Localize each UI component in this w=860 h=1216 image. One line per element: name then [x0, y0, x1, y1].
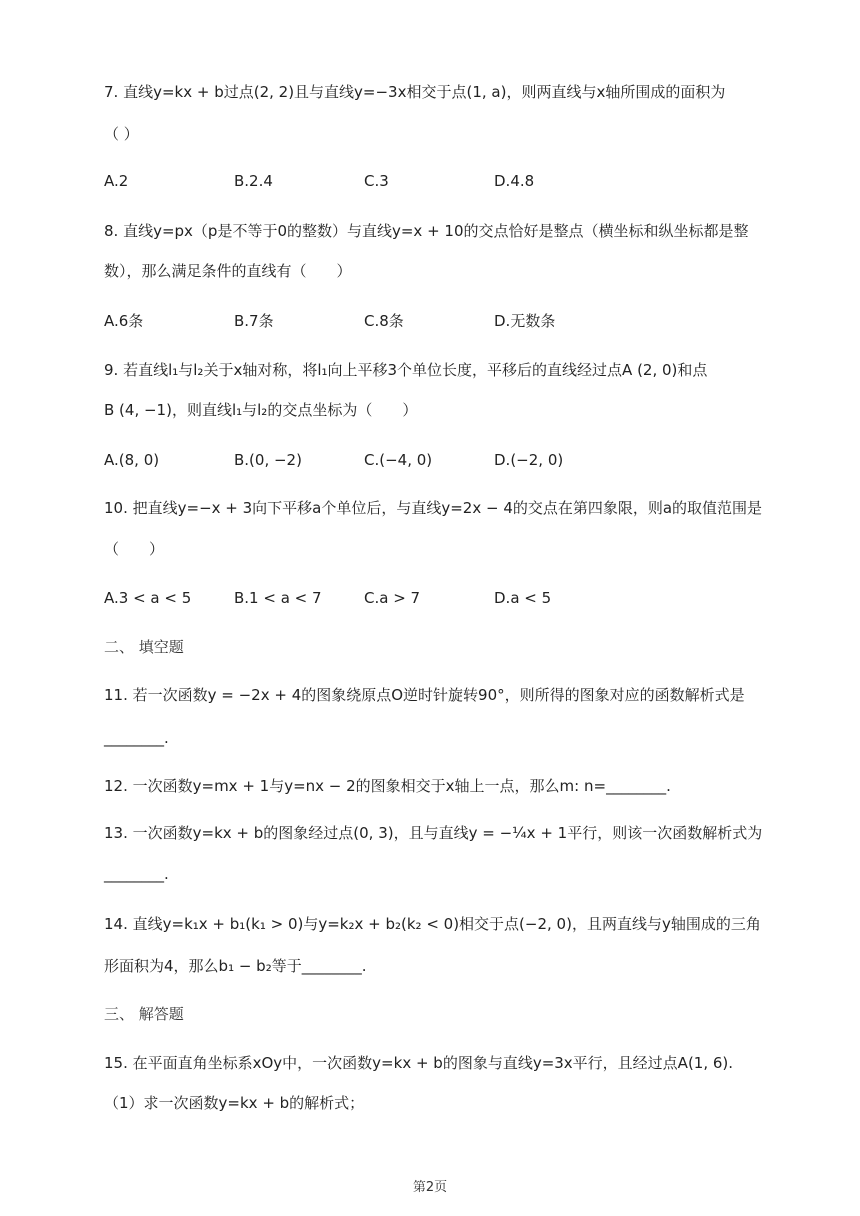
- q8-option-a: A.6条: [104, 312, 144, 330]
- q10-stem-line1: 10. 把直线y=−x + 3向下平移a个单位后，与直线y=2x − 4的交点在第四象限，则a的取值范围是: [104, 499, 763, 517]
- q8-option-b: B.7条: [234, 312, 274, 330]
- q8-stem-line1: 8. 直线y=px（p是不等于0的整数）与直线y=x + 10的交点恰好是整点（横坐标和纵坐标都是整: [104, 222, 749, 240]
- q10-option-c: C.a > 7: [364, 589, 421, 607]
- q10-option-b: B.1 < a < 7: [234, 589, 322, 607]
- q7-option-a: A.2: [104, 172, 129, 190]
- q7-stem-line1: 7. 直线y=kx + b过点(2, 2)且与直线y=−3x相交于点(1, a)，则两直线与x轴所围成的面积为: [104, 83, 726, 101]
- q8-stem-line2: 数），那么满足条件的直线有（ ）: [104, 262, 352, 280]
- q8-option-d: D.无数条: [494, 312, 556, 330]
- q11-stem-line1: 11. 若一次函数y = −2x + 4的图象绕原点O逆时针旋转90°，则所得的图象对应的函数解析式是: [104, 686, 745, 704]
- q9-stem-line2: B (4, −1)，则直线l₁与l₂的交点坐标为（ ）: [104, 401, 418, 419]
- q10-option-d: D.a < 5: [494, 589, 552, 607]
- q10-stem-line2: （ ）: [104, 540, 165, 558]
- q8-option-c: C.8条: [364, 312, 404, 330]
- q14-stem-line2: 形面积为4，那么b₁ − b₂等于________.: [104, 957, 367, 975]
- q15-stem-line2: （1）求一次函数y=kx + b的解析式；: [104, 1094, 365, 1112]
- section-heading-fill-in: 二、 填空题: [104, 638, 184, 656]
- q11-stem-line2: ________.: [104, 729, 169, 747]
- q9-option-b: B.(0, −2): [234, 451, 302, 469]
- q12-stem: 12. 一次函数y=mx + 1与y=nx − 2的图象相交于x轴上一点，那么m: n=________.: [104, 777, 671, 795]
- q7-option-d: D.4.8: [494, 172, 535, 190]
- q7-option-c: C.3: [364, 172, 389, 190]
- page-number: 第2页: [412, 1180, 448, 1195]
- q9-option-d: D.(−2, 0): [494, 451, 564, 469]
- q9-option-c: C.(−4, 0): [364, 451, 433, 469]
- q9-option-a: A.(8, 0): [104, 451, 160, 469]
- q15-stem-line1: 15. 在平面直角坐标系xOy中，一次函数y=kx + b的图象与直线y=3x平行，且经过点A(1, 6).: [104, 1054, 734, 1072]
- q7-stem-line2: （ ）: [104, 125, 139, 143]
- section-heading-solve: 三、 解答题: [104, 1005, 184, 1023]
- q13-stem-line1: 13. 一次函数y=kx + b的图象经过点(0, 3)，且与直线y = −¼x + 1平行，则该一次函数解析式为: [104, 824, 763, 842]
- q10-option-a: A.3 < a < 5: [104, 589, 192, 607]
- q9-stem-line1: 9. 若直线l₁与l₂关于x轴对称，将l₁向上平移3个单位长度，平移后的直线经过点A (2, 0)和点: [104, 361, 708, 379]
- q14-stem-line1: 14. 直线y=k₁x + b₁(k₁ > 0)与y=k₂x + b₂(k₂ < 0)相交于点(−2, 0)，且两直线与y轴围成的三角: [104, 915, 761, 933]
- q7-option-b: B.2.4: [234, 172, 273, 190]
- q13-stem-line2: ________.: [104, 865, 169, 883]
